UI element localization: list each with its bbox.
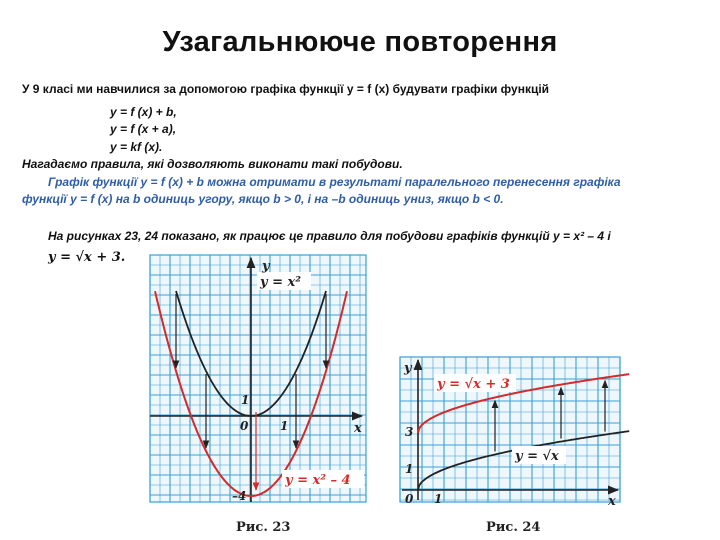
fig23-label-x-squared: y = x² xyxy=(260,275,301,290)
fig23-x-label: x xyxy=(354,421,362,436)
fig24-label-sqrt: y = √x xyxy=(515,449,559,464)
figure-24 xyxy=(400,357,629,535)
fig23-caption: Рис. 23 xyxy=(236,520,291,535)
fig23-y-label: y xyxy=(262,259,270,274)
fig24-origin-label: 0 xyxy=(405,492,414,506)
formula-shift-left: y = f (x + a), xyxy=(110,122,177,136)
figures-text-line2 xyxy=(47,250,125,265)
fig24-three-label: 3 xyxy=(405,425,414,439)
fig23-origin-label: 0 xyxy=(240,419,249,433)
fig23-one-x-label: 1 xyxy=(280,419,289,433)
fig23-label-x-squared-minus-4: y = x² – 4 xyxy=(285,473,351,488)
figure-23 xyxy=(150,255,366,535)
reminder-text: Нагадаємо правила, які дозволяють виконати такі побудови. xyxy=(22,157,403,171)
sqrt-formula-text: y = √x + 3. xyxy=(48,250,126,265)
figures-text: На рисунках 23, 24 показано, як працює це правило для побудови графіків функцій y = x² – 4 і xyxy=(48,229,611,243)
fig24-x-label: x xyxy=(608,494,616,509)
formula-shift-up: y = f (x) + b, xyxy=(110,105,177,119)
intro-text: У 9 класі ми навчилися за допомогою графіка функції y = f (x) будувати графіки функцій xyxy=(22,82,550,96)
fig24-one-x-label: 1 xyxy=(434,492,443,506)
rule-text-line1: Графік функції y = f (x) + b можна отримати в результаті паралельного перенесення графіка xyxy=(48,175,621,189)
fig24-one-y-label: 1 xyxy=(405,462,414,476)
fig24-y-label: y xyxy=(404,361,412,376)
fig24-caption: Рис. 24 xyxy=(486,520,541,535)
rule-text-line2: функції y = f (x) на b одиниць угору, якщо b > 0, і на –b одиниць униз, якщо b < 0. xyxy=(22,192,504,206)
formula-stretch: y = kf (x). xyxy=(110,140,163,154)
fig23-one-y-label: 1 xyxy=(241,393,250,407)
fig24-label-sqrt-plus-3: y = √x + 3 xyxy=(437,377,510,392)
fig23-minus-four-label: –4 xyxy=(232,489,247,503)
page-title: Узагальнююче повторення xyxy=(162,26,558,58)
